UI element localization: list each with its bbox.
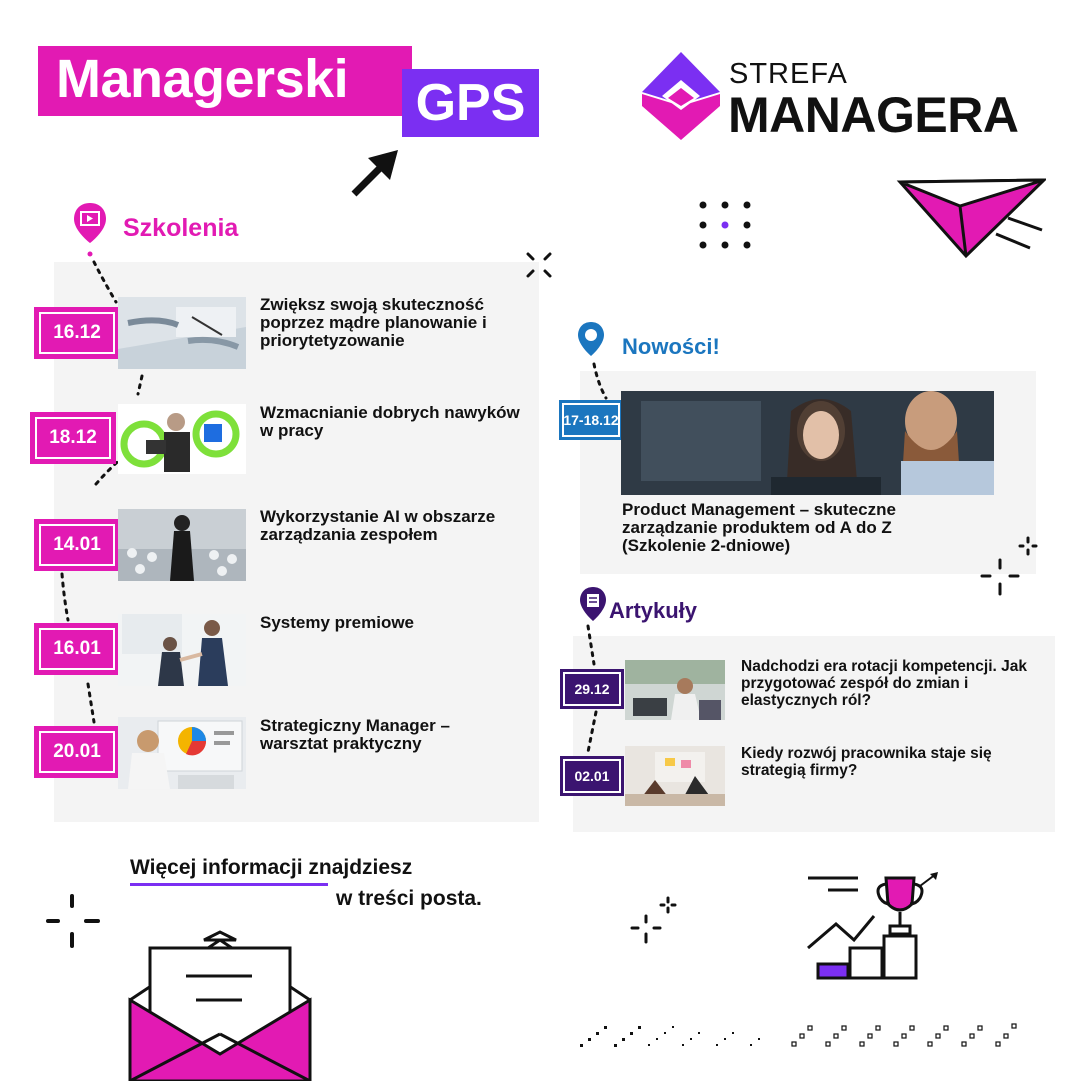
strefa-managera-logo-icon bbox=[640, 50, 722, 142]
nowosci-item[interactable] bbox=[559, 400, 623, 440]
footer-line-2: w treści posta. bbox=[336, 887, 482, 910]
szkolenie-photo bbox=[118, 404, 246, 474]
artykul-title: Kiedy rozwój pracownika staje się strategią firmy? bbox=[741, 745, 992, 779]
sparkle-decoration bbox=[524, 250, 554, 280]
sparkle-decoration bbox=[628, 894, 680, 950]
nowosci-title: Nowości! bbox=[622, 334, 720, 359]
artykul-photo bbox=[625, 746, 725, 806]
szkolenie-title: Strategiczny Manager – warsztat praktyczny bbox=[260, 716, 450, 753]
dot-grid-decoration bbox=[696, 198, 754, 252]
title-main: Managerski bbox=[38, 46, 412, 116]
location-pin-icon bbox=[72, 201, 108, 257]
szkolenie-title: Systemy premiowe bbox=[260, 613, 415, 632]
szkolenie-date: 16.01 bbox=[34, 623, 120, 675]
artykul-item[interactable] bbox=[560, 756, 624, 796]
paper-plane-icon bbox=[896, 176, 1046, 266]
szkolenie-item[interactable] bbox=[34, 519, 120, 571]
szkolenie-title: Zwiększ swoją skuteczność poprzez mądre planowanie i priorytetyzowanie bbox=[260, 295, 487, 350]
szkolenie-date: 14.01 bbox=[34, 519, 120, 571]
location-pin-icon bbox=[576, 320, 606, 364]
nowosci-item-title: Product Management – skuteczne zarządzanie produktem od A do Z (Szkolenie 2-dniowe) bbox=[622, 500, 896, 555]
artykul-item[interactable] bbox=[560, 669, 624, 709]
artykul-photo bbox=[625, 660, 725, 720]
artykuly-title: Artykuły bbox=[609, 598, 698, 623]
envelope-icon bbox=[128, 930, 312, 1081]
szkolenie-date: 18.12 bbox=[30, 412, 116, 464]
sparkle-decoration bbox=[976, 530, 1042, 600]
szkolenie-item[interactable] bbox=[34, 307, 120, 359]
sparkle-decoration bbox=[44, 892, 104, 952]
footer-underline bbox=[130, 883, 328, 886]
szkolenie-photo bbox=[118, 509, 246, 581]
footer-line-1: Więcej informacji znajdziesz bbox=[130, 856, 413, 879]
arrow-icon bbox=[344, 146, 404, 202]
title-accent: GPS bbox=[402, 69, 539, 137]
szkolenie-item[interactable] bbox=[34, 726, 120, 778]
szkolenie-item[interactable] bbox=[30, 412, 116, 464]
nowosci-photo bbox=[621, 391, 994, 495]
nowosci-date: 17-18.12 bbox=[559, 400, 623, 440]
szkolenie-item[interactable] bbox=[34, 623, 120, 675]
dot-pattern-decoration bbox=[578, 1014, 1028, 1054]
artykul-title: Nadchodzi era rotacji kompetencji. Jak przygotować zespół do zmian i elastycznych ról? bbox=[741, 658, 1027, 709]
szkolenie-photo bbox=[118, 614, 246, 686]
szkolenie-date: 20.01 bbox=[34, 726, 120, 778]
szkolenie-photo bbox=[118, 297, 246, 369]
logo-line-2: MANAGERA bbox=[728, 87, 1019, 143]
trophy-icon bbox=[804, 868, 944, 982]
szkolenie-title: Wykorzystanie AI w obszarze zarządzania zespołem bbox=[260, 507, 496, 544]
szkolenie-title: Wzmacnianie dobrych nawyków w pracy bbox=[260, 403, 520, 440]
artykul-date: 29.12 bbox=[560, 669, 624, 709]
szkolenia-title: Szkolenia bbox=[123, 214, 239, 242]
artykul-date: 02.01 bbox=[560, 756, 624, 796]
szkolenie-date: 16.12 bbox=[34, 307, 120, 359]
logo-line-1: STREFA bbox=[729, 58, 848, 90]
szkolenie-photo bbox=[118, 717, 246, 789]
